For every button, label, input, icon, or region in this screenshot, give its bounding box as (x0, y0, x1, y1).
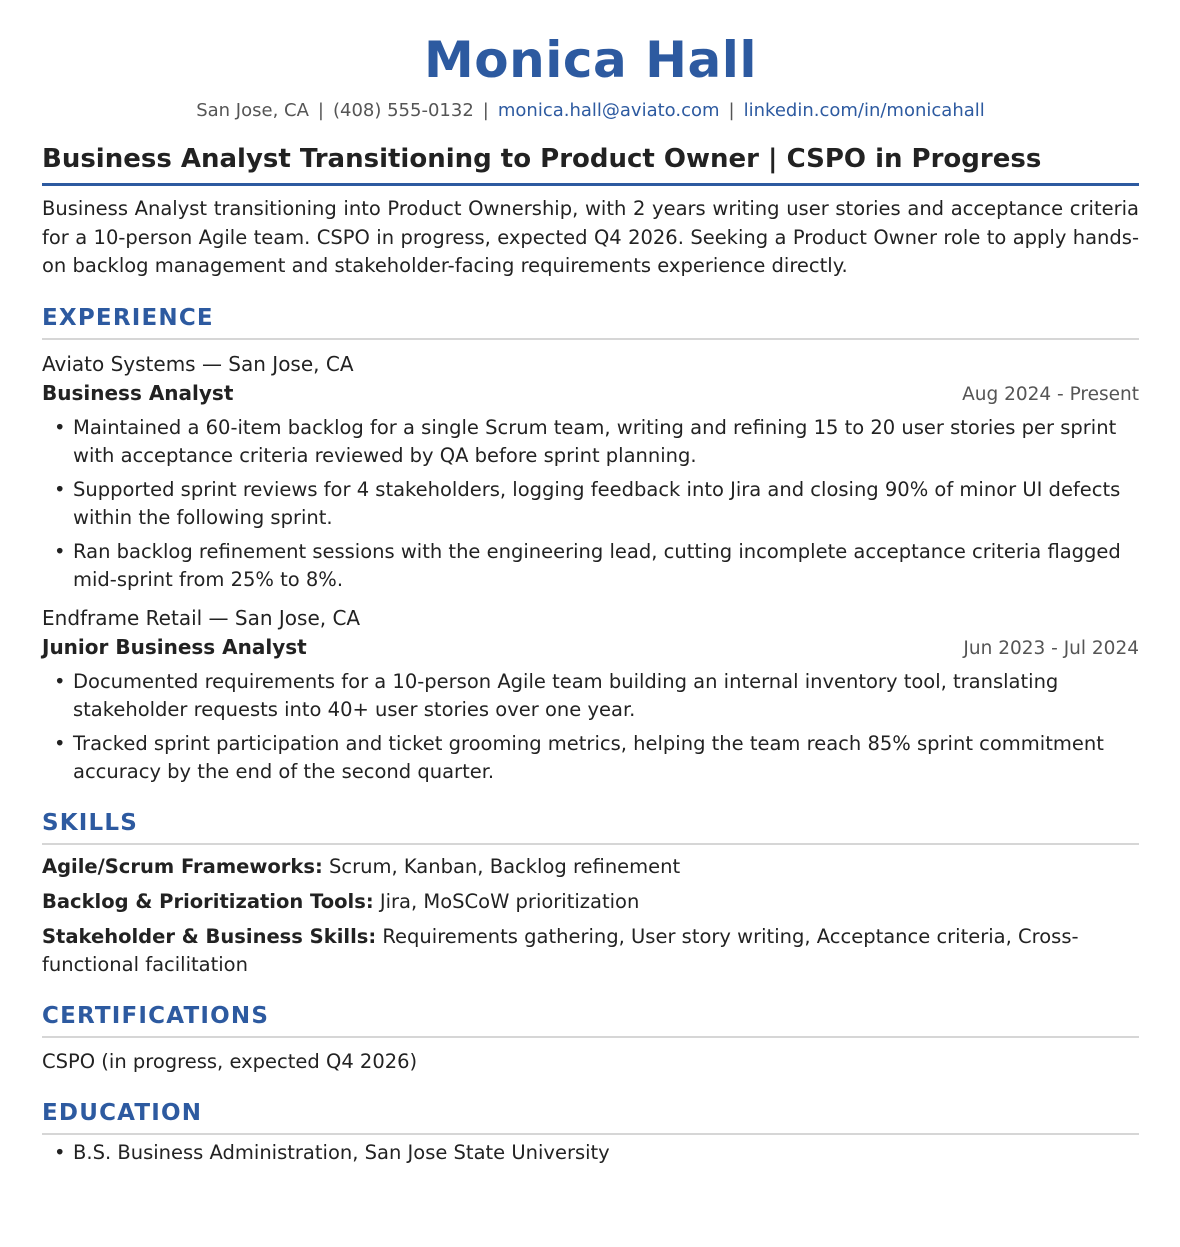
education-item (42, 1139, 1139, 1167)
job-bullets (42, 668, 1139, 786)
certifications-heading: CERTIFICATIONS (42, 1001, 1139, 1038)
job-company: Aviato Systems — San Jose, CA (42, 351, 354, 376)
education-text: B.S. Business Administration, San Jose State University (73, 1140, 610, 1164)
skill-label: Stakeholder & Business Skills: (42, 924, 377, 948)
bullet-text: Maintained a 60-item backlog for a single Scrum team, writing and refining 15 to 20 user stories per sprint with acceptance criteria reviewed by QA before sprint planning. (73, 415, 1117, 467)
job-title: Junior Business Analyst (42, 634, 307, 659)
bullet-icon: • (54, 669, 66, 693)
bullet-text: Supported sprint reviews for 4 stakeholders, logging feedback into Jira and closing 90% of minor UI defects within the following sprint. (73, 477, 1121, 529)
skill-line (42, 888, 1139, 916)
skill-label: Agile/Scrum Frameworks: (42, 854, 323, 878)
candidate-name: Monica Hall (424, 31, 757, 89)
contact-location: San Jose, CA (196, 100, 309, 121)
bullet-text: Tracked sprint participation and ticket grooming metrics, helping the team reach 85% sprint commitment accuracy by the end of the second quarter. (73, 731, 1104, 783)
job-role-row (42, 632, 1139, 664)
job-bullet (42, 476, 1139, 532)
linkedin-link[interactable]: linkedin.com/in/monicahall (743, 100, 985, 121)
job-bullet (42, 414, 1139, 470)
bullet-text: Documented requirements for a 10-person Agile team building an internal inventory tool, translating stakeholder requests into 40+ user stories over one year. (73, 669, 1059, 721)
education-heading: EDUCATION (42, 1098, 1139, 1135)
job-bullet (42, 668, 1139, 724)
skill-label: Backlog & Prioritization Tools: (42, 889, 374, 913)
job-bullets (42, 414, 1139, 594)
job-entry (42, 350, 1139, 594)
job-company: Endframe Retail — San Jose, CA (42, 605, 361, 630)
skill-line (42, 923, 1139, 979)
bullet-icon: • (54, 477, 66, 501)
job-entry (42, 604, 1139, 786)
headline: Business Analyst Transitioning to Product Owner | CSPO in Progress (42, 142, 1139, 186)
skill-value: Scrum, Kanban, Backlog refinement (328, 854, 681, 878)
bullet-icon: • (54, 1140, 66, 1164)
job-title: Business Analyst (42, 380, 234, 405)
job-dates: Aug 2024 - Present (962, 383, 1139, 405)
job-dates: Jun 2023 - Jul 2024 (963, 637, 1139, 659)
job-bullet (42, 730, 1139, 786)
skill-value: Jira, MoSCoW prioritization (379, 889, 640, 913)
contact-separator: | (728, 100, 735, 121)
skill-line (42, 853, 1139, 881)
bullet-icon: • (54, 731, 66, 755)
skills-heading: SKILLS (42, 808, 1139, 845)
job-role-row (42, 378, 1139, 410)
contact-separator: | (482, 100, 489, 121)
bullet-icon: • (54, 415, 66, 439)
contact-separator: | (317, 100, 324, 121)
skill-value: Requirements gathering, User story writing, Acceptance criteria, Cross-functional facilitation (42, 924, 1079, 976)
experience-heading: EXPERIENCE (42, 303, 1139, 340)
certification-item: CSPO (in progress, expected Q4 2026) (42, 1049, 418, 1073)
summary-paragraph: Business Analyst transitioning into Product Ownership, with 2 years writing user stories and acceptance criteria for a 10-person Agile team. CSPO in progress, expected Q4 2026. Seeking a Product Owner role to apply hands-on backlog management and stakeholder-facing requirements experience directly. (42, 197, 1139, 277)
job-bullet (42, 538, 1139, 594)
email-link[interactable]: monica.hall@aviato.com (497, 100, 720, 121)
bullet-icon: • (54, 539, 66, 563)
education-list (42, 1139, 1139, 1167)
contact-phone: (408) 555-0132 (332, 100, 474, 121)
bullet-text: Ran backlog refinement sessions with the engineering lead, cutting incomplete acceptance criteria flagged mid-sprint from 25% to 8%. (73, 539, 1121, 591)
contact-line (42, 98, 1139, 124)
